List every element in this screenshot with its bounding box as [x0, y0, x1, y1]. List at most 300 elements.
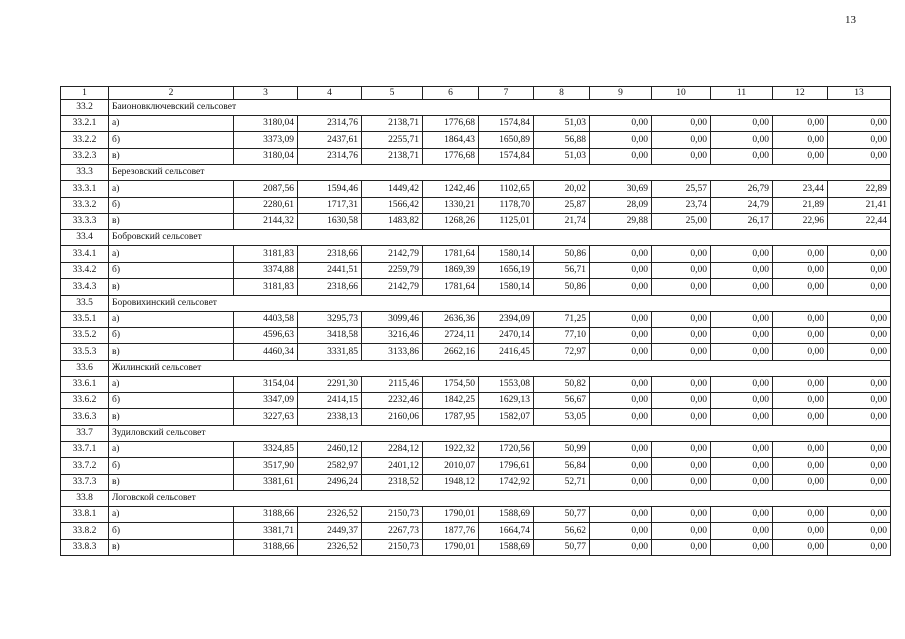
row-name: б) [109, 393, 234, 409]
value-cell: 0,00 [828, 393, 891, 409]
column-header: 11 [711, 87, 773, 100]
value-cell: 0,00 [828, 116, 891, 132]
value-cell: 1580,14 [479, 246, 534, 262]
value-cell: 0,00 [652, 393, 711, 409]
value-cell: 22,44 [828, 213, 891, 229]
value-cell: 2232,46 [362, 393, 423, 409]
value-cell: 71,25 [534, 311, 590, 327]
section-code: 33.7 [61, 425, 109, 441]
table-row [61, 507, 891, 523]
value-cell: 1842,25 [423, 393, 479, 409]
value-cell: 0,00 [711, 279, 773, 295]
value-cell: 2314,76 [298, 116, 362, 132]
value-cell: 1580,14 [479, 279, 534, 295]
row-name: б) [109, 327, 234, 343]
value-cell: 1776,68 [423, 148, 479, 164]
value-cell: 3374,88 [234, 262, 298, 278]
value-cell: 0,00 [590, 344, 652, 360]
table-row [61, 474, 891, 490]
value-cell: 3181,83 [234, 279, 298, 295]
value-cell: 1574,84 [479, 116, 534, 132]
value-cell: 3181,83 [234, 246, 298, 262]
section-code: 33.4 [61, 230, 109, 246]
row-code: 33.5.3 [61, 344, 109, 360]
value-cell: 1781,64 [423, 246, 479, 262]
value-cell: 0,00 [711, 116, 773, 132]
table-row [61, 246, 891, 262]
value-cell: 0,00 [711, 474, 773, 490]
value-cell: 1330,21 [423, 197, 479, 213]
value-cell: 0,00 [590, 523, 652, 539]
value-cell: 1790,01 [423, 539, 479, 555]
section-code: 33.5 [61, 295, 109, 311]
table-row [61, 116, 891, 132]
value-cell: 23,44 [773, 181, 828, 197]
value-cell: 0,00 [828, 132, 891, 148]
section-row [61, 491, 891, 507]
row-name: в) [109, 539, 234, 555]
value-cell: 3381,71 [234, 523, 298, 539]
value-cell: 22,96 [773, 213, 828, 229]
value-cell: 0,00 [652, 132, 711, 148]
row-code: 33.4.2 [61, 262, 109, 278]
value-cell: 1588,69 [479, 539, 534, 555]
table-row [61, 213, 891, 229]
table-row [61, 197, 891, 213]
value-cell: 1922,32 [423, 441, 479, 457]
value-cell: 2010,07 [423, 458, 479, 474]
value-cell: 0,00 [711, 262, 773, 278]
value-cell: 24,79 [711, 197, 773, 213]
row-name: в) [109, 279, 234, 295]
value-cell: 56,71 [534, 262, 590, 278]
row-name: б) [109, 523, 234, 539]
value-cell: 0,00 [773, 376, 828, 392]
value-cell: 2414,15 [298, 393, 362, 409]
value-cell: 1574,84 [479, 148, 534, 164]
value-cell: 2138,71 [362, 116, 423, 132]
value-cell: 0,00 [590, 441, 652, 457]
row-name: а) [109, 116, 234, 132]
value-cell: 2160,06 [362, 409, 423, 425]
value-cell: 2401,12 [362, 458, 423, 474]
value-cell: 2662,16 [423, 344, 479, 360]
value-cell: 2437,61 [298, 132, 362, 148]
value-cell: 0,00 [828, 279, 891, 295]
value-cell: 0,00 [590, 458, 652, 474]
column-header: 9 [590, 87, 652, 100]
table-row [61, 523, 891, 539]
value-cell: 3216,46 [362, 327, 423, 343]
value-cell: 1877,76 [423, 523, 479, 539]
row-code: 33.7.2 [61, 458, 109, 474]
value-cell: 0,00 [711, 132, 773, 148]
value-cell: 50,77 [534, 539, 590, 555]
value-cell: 1720,56 [479, 441, 534, 457]
value-cell: 0,00 [652, 344, 711, 360]
row-code: 33.2.2 [61, 132, 109, 148]
value-cell: 0,00 [652, 116, 711, 132]
value-cell: 0,00 [711, 507, 773, 523]
value-cell: 50,86 [534, 246, 590, 262]
value-cell: 0,00 [711, 539, 773, 555]
value-cell: 25,57 [652, 181, 711, 197]
value-cell: 2318,66 [298, 246, 362, 262]
value-cell: 0,00 [773, 311, 828, 327]
value-cell: 2318,66 [298, 279, 362, 295]
value-cell: 2142,79 [362, 246, 423, 262]
value-cell: 56,84 [534, 458, 590, 474]
value-cell: 0,00 [590, 393, 652, 409]
value-cell: 1796,61 [479, 458, 534, 474]
value-cell: 2416,45 [479, 344, 534, 360]
value-cell: 3180,04 [234, 148, 298, 164]
value-cell: 3418,58 [298, 327, 362, 343]
value-cell: 0,00 [828, 458, 891, 474]
row-name: а) [109, 441, 234, 457]
value-cell: 3331,85 [298, 344, 362, 360]
value-cell: 23,74 [652, 197, 711, 213]
table-row [61, 393, 891, 409]
section-code: 33.3 [61, 165, 109, 181]
value-cell: 1449,42 [362, 181, 423, 197]
value-cell: 1664,74 [479, 523, 534, 539]
table-row [61, 262, 891, 278]
value-cell: 52,71 [534, 474, 590, 490]
row-name: б) [109, 262, 234, 278]
value-cell: 0,00 [711, 311, 773, 327]
row-code: 33.7.3 [61, 474, 109, 490]
value-cell: 0,00 [773, 116, 828, 132]
value-cell: 0,00 [590, 148, 652, 164]
value-cell: 29,88 [590, 213, 652, 229]
value-cell: 1948,12 [423, 474, 479, 490]
value-cell: 0,00 [652, 376, 711, 392]
section-title: Баионовключевский сельсовет [109, 100, 891, 116]
row-code: 33.8.2 [61, 523, 109, 539]
value-cell: 0,00 [773, 441, 828, 457]
value-cell: 0,00 [652, 523, 711, 539]
value-cell: 0,00 [773, 539, 828, 555]
value-cell: 21,41 [828, 197, 891, 213]
column-header: 8 [534, 87, 590, 100]
value-cell: 0,00 [590, 279, 652, 295]
page-number: 13 [845, 14, 856, 26]
value-cell: 0,00 [590, 539, 652, 555]
value-cell: 21,74 [534, 213, 590, 229]
value-cell: 2284,12 [362, 441, 423, 457]
section-code: 33.6 [61, 360, 109, 376]
value-cell: 0,00 [773, 148, 828, 164]
value-cell: 50,77 [534, 507, 590, 523]
table-row [61, 458, 891, 474]
value-cell: 3227,63 [234, 409, 298, 425]
row-name: а) [109, 376, 234, 392]
value-cell: 0,00 [828, 409, 891, 425]
value-cell: 0,00 [828, 474, 891, 490]
value-cell: 0,00 [773, 344, 828, 360]
row-code: 33.3.3 [61, 213, 109, 229]
value-cell: 0,00 [828, 507, 891, 523]
value-cell: 0,00 [590, 132, 652, 148]
value-cell: 1869,39 [423, 262, 479, 278]
section-title: Жилинский сельсовет [109, 360, 891, 376]
value-cell: 1787,95 [423, 409, 479, 425]
header-row [61, 87, 891, 100]
value-cell: 0,00 [773, 458, 828, 474]
row-name: в) [109, 344, 234, 360]
value-cell: 72,97 [534, 344, 590, 360]
value-cell: 0,00 [652, 262, 711, 278]
row-name: в) [109, 409, 234, 425]
value-cell: 0,00 [652, 507, 711, 523]
value-cell: 1776,68 [423, 116, 479, 132]
value-cell: 0,00 [773, 327, 828, 343]
value-cell: 0,00 [590, 507, 652, 523]
value-cell: 53,05 [534, 409, 590, 425]
value-cell: 3188,66 [234, 507, 298, 523]
value-cell: 1781,64 [423, 279, 479, 295]
row-code: 33.6.2 [61, 393, 109, 409]
section-row [61, 165, 891, 181]
value-cell: 2326,52 [298, 507, 362, 523]
value-cell: 0,00 [590, 116, 652, 132]
value-cell: 0,00 [711, 523, 773, 539]
value-cell: 1742,92 [479, 474, 534, 490]
value-cell: 0,00 [711, 246, 773, 262]
value-cell: 3188,66 [234, 539, 298, 555]
value-cell: 0,00 [652, 539, 711, 555]
value-cell: 0,00 [711, 409, 773, 425]
value-cell: 50,99 [534, 441, 590, 457]
row-code: 33.3.2 [61, 197, 109, 213]
value-cell: 2496,24 [298, 474, 362, 490]
value-cell: 2394,09 [479, 311, 534, 327]
value-cell: 51,03 [534, 116, 590, 132]
row-name: а) [109, 181, 234, 197]
value-cell: 1268,26 [423, 213, 479, 229]
table-row [61, 376, 891, 392]
value-cell: 0,00 [828, 246, 891, 262]
row-code: 33.8.1 [61, 507, 109, 523]
value-cell: 0,00 [652, 458, 711, 474]
value-cell: 21,89 [773, 197, 828, 213]
value-cell: 0,00 [828, 148, 891, 164]
value-cell: 1594,46 [298, 181, 362, 197]
section-title: Бобровский сельсовет [109, 230, 891, 246]
value-cell: 0,00 [590, 262, 652, 278]
column-header: 4 [298, 87, 362, 100]
value-cell: 0,00 [711, 344, 773, 360]
value-cell: 3347,09 [234, 393, 298, 409]
value-cell: 1630,58 [298, 213, 362, 229]
section-row [61, 360, 891, 376]
value-cell: 0,00 [773, 279, 828, 295]
value-cell: 0,00 [711, 376, 773, 392]
column-header: 10 [652, 87, 711, 100]
value-cell: 0,00 [828, 344, 891, 360]
value-cell: 0,00 [652, 327, 711, 343]
value-cell: 0,00 [590, 376, 652, 392]
row-name: в) [109, 213, 234, 229]
value-cell: 2259,79 [362, 262, 423, 278]
value-cell: 4403,58 [234, 311, 298, 327]
value-cell: 2138,71 [362, 148, 423, 164]
value-cell: 2291,30 [298, 376, 362, 392]
value-cell: 2582,97 [298, 458, 362, 474]
section-title: Березовский сельсовет [109, 165, 891, 181]
row-name: а) [109, 311, 234, 327]
value-cell: 50,82 [534, 376, 590, 392]
value-cell: 56,88 [534, 132, 590, 148]
value-cell: 56,62 [534, 523, 590, 539]
value-cell: 0,00 [711, 441, 773, 457]
row-code: 33.6.3 [61, 409, 109, 425]
section-code: 33.8 [61, 491, 109, 507]
table-row [61, 311, 891, 327]
value-cell: 3154,04 [234, 376, 298, 392]
value-cell: 1553,08 [479, 376, 534, 392]
row-name: в) [109, 148, 234, 164]
value-cell: 0,00 [828, 262, 891, 278]
value-cell: 50,86 [534, 279, 590, 295]
value-cell: 0,00 [711, 393, 773, 409]
table-row [61, 279, 891, 295]
value-cell: 1717,31 [298, 197, 362, 213]
value-cell: 26,79 [711, 181, 773, 197]
value-cell: 0,00 [773, 507, 828, 523]
value-cell: 0,00 [652, 311, 711, 327]
value-cell: 51,03 [534, 148, 590, 164]
row-code: 33.2.1 [61, 116, 109, 132]
value-cell: 3099,46 [362, 311, 423, 327]
row-name: а) [109, 246, 234, 262]
value-cell: 22,89 [828, 181, 891, 197]
value-cell: 2142,79 [362, 279, 423, 295]
table-row [61, 441, 891, 457]
value-cell: 0,00 [828, 539, 891, 555]
value-cell: 0,00 [773, 523, 828, 539]
value-cell: 1483,82 [362, 213, 423, 229]
value-cell: 20,02 [534, 181, 590, 197]
row-code: 33.5.1 [61, 311, 109, 327]
value-cell: 0,00 [828, 523, 891, 539]
value-cell: 1566,42 [362, 197, 423, 213]
row-name: б) [109, 132, 234, 148]
value-cell: 77,10 [534, 327, 590, 343]
value-cell: 0,00 [828, 441, 891, 457]
value-cell: 1102,65 [479, 181, 534, 197]
value-cell: 3517,90 [234, 458, 298, 474]
value-cell: 0,00 [590, 246, 652, 262]
value-cell: 2087,56 [234, 181, 298, 197]
table-body [61, 87, 891, 556]
value-cell: 2326,52 [298, 539, 362, 555]
value-cell: 0,00 [590, 327, 652, 343]
value-cell: 0,00 [773, 393, 828, 409]
column-header: 6 [423, 87, 479, 100]
value-cell: 0,00 [828, 327, 891, 343]
value-cell: 0,00 [590, 409, 652, 425]
value-cell: 1242,46 [423, 181, 479, 197]
column-header: 5 [362, 87, 423, 100]
value-cell: 2724,11 [423, 327, 479, 343]
value-cell: 3324,85 [234, 441, 298, 457]
section-title: Логовской сельсовет [109, 491, 891, 507]
column-header: 7 [479, 87, 534, 100]
value-cell: 2150,73 [362, 507, 423, 523]
value-cell: 0,00 [652, 148, 711, 164]
value-cell: 25,87 [534, 197, 590, 213]
value-cell: 4596,63 [234, 327, 298, 343]
value-cell: 2150,73 [362, 539, 423, 555]
column-header: 12 [773, 87, 828, 100]
column-header: 13 [828, 87, 891, 100]
value-cell: 0,00 [711, 148, 773, 164]
row-name: б) [109, 197, 234, 213]
value-cell: 2115,46 [362, 376, 423, 392]
value-cell: 1582,07 [479, 409, 534, 425]
row-name: б) [109, 458, 234, 474]
section-row [61, 230, 891, 246]
column-header: 1 [61, 87, 109, 100]
row-code: 33.4.1 [61, 246, 109, 262]
value-cell: 28,09 [590, 197, 652, 213]
table-row [61, 181, 891, 197]
section-title: Зудиловский сельсовет [109, 425, 891, 441]
value-cell: 3373,09 [234, 132, 298, 148]
row-name: а) [109, 507, 234, 523]
value-cell: 0,00 [773, 246, 828, 262]
value-cell: 1864,43 [423, 132, 479, 148]
value-cell: 25,00 [652, 213, 711, 229]
value-cell: 0,00 [652, 279, 711, 295]
value-cell: 0,00 [590, 474, 652, 490]
section-code: 33.2 [61, 100, 109, 116]
section-row [61, 100, 891, 116]
value-cell: 26,17 [711, 213, 773, 229]
value-cell: 3295,73 [298, 311, 362, 327]
value-cell: 0,00 [828, 376, 891, 392]
value-cell: 0,00 [711, 327, 773, 343]
column-header: 3 [234, 87, 298, 100]
value-cell: 4460,34 [234, 344, 298, 360]
value-cell: 1790,01 [423, 507, 479, 523]
value-cell: 2144,32 [234, 213, 298, 229]
value-cell: 1650,89 [479, 132, 534, 148]
value-cell: 2267,73 [362, 523, 423, 539]
value-cell: 0,00 [773, 262, 828, 278]
value-cell: 0,00 [828, 311, 891, 327]
table-row [61, 148, 891, 164]
value-cell: 1754,50 [423, 376, 479, 392]
row-code: 33.8.3 [61, 539, 109, 555]
value-cell: 56,67 [534, 393, 590, 409]
value-cell: 2314,76 [298, 148, 362, 164]
section-row [61, 295, 891, 311]
value-cell: 0,00 [590, 311, 652, 327]
value-cell: 0,00 [652, 409, 711, 425]
value-cell: 2470,14 [479, 327, 534, 343]
value-cell: 2449,37 [298, 523, 362, 539]
value-cell: 0,00 [652, 474, 711, 490]
section-row [61, 425, 891, 441]
row-name: в) [109, 474, 234, 490]
value-cell: 1656,19 [479, 262, 534, 278]
value-cell: 1125,01 [479, 213, 534, 229]
value-cell: 3381,61 [234, 474, 298, 490]
section-title: Боровихинский сельсовет [109, 295, 891, 311]
